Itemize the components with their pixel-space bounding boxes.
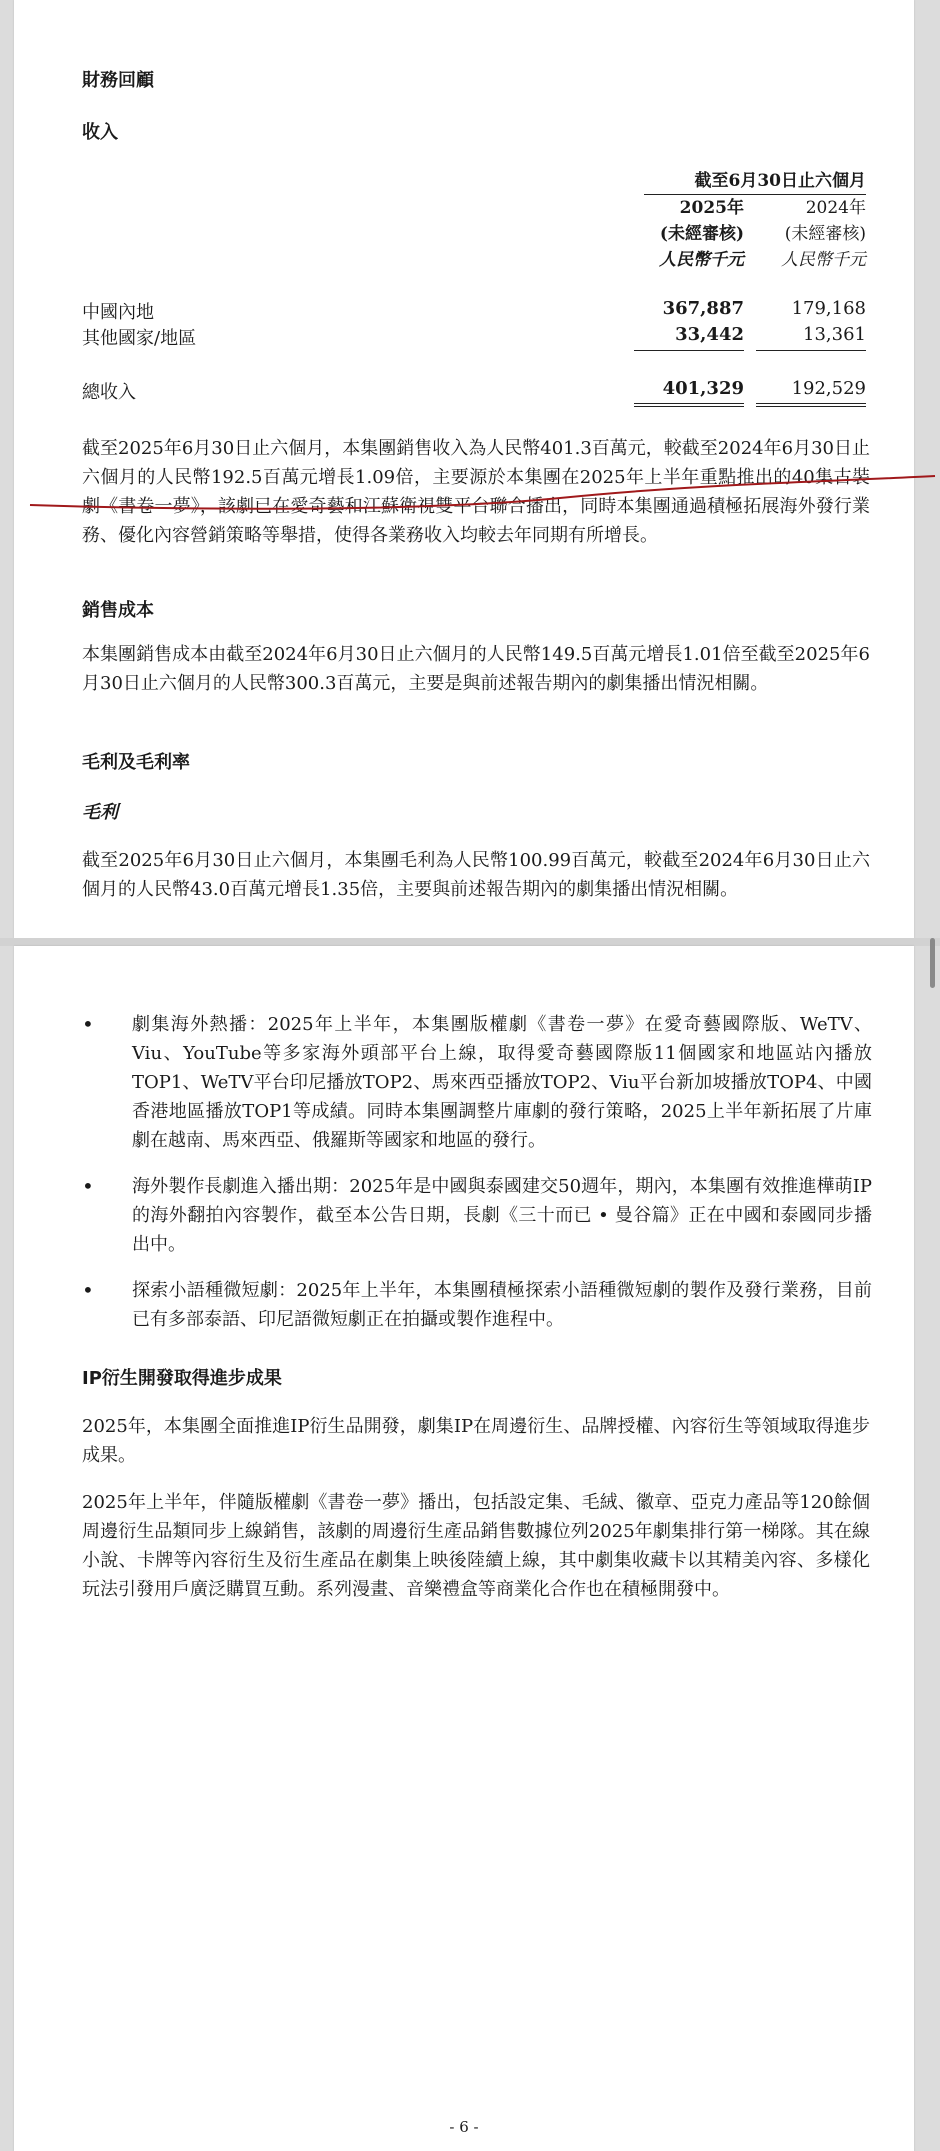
page-number: - 6 - <box>449 2118 479 2136</box>
period-header: 截至6月30日止六個月 <box>694 171 866 191</box>
col-2024-year: 2024年 <box>805 198 866 218</box>
value-mainland-2025: 367,887 <box>662 298 744 319</box>
col-2024-audit: (未經審核) <box>784 224 866 244</box>
cost-title: 銷售成本 <box>82 600 154 621</box>
value-other-2024: 13,361 <box>803 324 866 345</box>
row-label-mainland: 中國內地 <box>82 302 154 323</box>
revenue-title: 收入 <box>82 122 118 143</box>
gross-title: 毛利及毛利率 <box>82 752 190 773</box>
col-2025-audit: (未經審核) <box>659 224 744 244</box>
cost-paragraph: 本集團銷售成本由截至2024年6月30日止六個月的人民幣149.5百萬元增長1.01倍至截至2025年6月30日止六個月的人民幣300.3百萬元，主要是與前述報告期內的劇集播出情況相關。 <box>82 644 870 694</box>
bullet-marker: • <box>82 1278 94 1302</box>
ip-paragraph-1: 2025年，本集團全面推進IP衍生品開發，劇集IP在周邊衍生、品牌授權、內容衍生等領域取得進步成果。 <box>82 1416 870 1466</box>
bullet-overseas-hits: 劇集海外熱播：2025年上半年，本集團版權劇《書卷一夢》在愛奇藝國際版、WeTV、Viu、YouTube等多家海外頭部平台上線，取得愛奇藝國際版11個國家和地區站內播放TOP1、WeTV平台印尼播放TOP2、馬來西亞播放TOP2、Viu平台新加坡播放TOP4、中國香港地區播放TOP1等成績。同時本集團調整片庫劇的發行策略，2025上半年新拓展了片庫劇在越南、馬來西亞、俄羅斯等國家和地區的發行。 <box>132 1014 872 1151</box>
gross-paragraph: 截至2025年6月30日止六個月，本集團毛利為人民幣100.99百萬元，較截至2024年6月30日止六個月的人民幣43.0百萬元增長1.35倍，主要與前述報告期內的劇集播出情況相關。 <box>82 850 870 900</box>
value-other-2025: 33,442 <box>675 324 744 345</box>
section-title: 財務回顧 <box>82 70 154 91</box>
bullet-micro-drama: 探索小語種微短劇：2025年上半年，本集團積極探索小語種微短劇的製作及發行業務，目前已有多部泰語、印尼語微短劇正在拍攝或製作進程中。 <box>132 1280 872 1330</box>
value-mainland-2024: 179,168 <box>791 298 866 319</box>
ip-paragraph-2: 2025年上半年，伴隨版權劇《書卷一夢》播出，包括設定集、毛絨、徽章、亞克力產品等120餘個周邊衍生品類同步上線銷售，該劇的周邊衍生產品銷售數據位列2025年劇集排行第一梯隊。其在線小說、卡牌等內容衍生及衍生產品在劇集上映後陸續上線，其中劇集收藏卡以其精美內容、多樣化玩法引發用戶廣泛購買互動。系列漫畫、音樂禮盒等商業化合作也在積極開發中。 <box>82 1492 870 1600</box>
row-label-total: 總收入 <box>82 382 136 403</box>
col-2025-year: 2025年 <box>679 198 744 218</box>
page-separator <box>0 938 940 946</box>
value-total-2024: 192,529 <box>791 378 866 399</box>
bullet-marker: • <box>82 1012 94 1036</box>
scrollbar-thumb[interactable] <box>930 938 935 988</box>
revenue-paragraph: 截至2025年6月30日止六個月，本集團銷售收入為人民幣401.3百萬元，較截至2024年6月30日止六個月的人民幣192.5百萬元增長1.09倍，主要源於本集團在2025年上半年重點推出的40集古裝劇《書卷一夢》，該劇已在愛奇藝和江蘇衛視雙平台聯合播出，同時本集團通過積極拓展海外發行業務、優化內容營銷策略等舉措，使得各業務收入均較去年同期有所增長。 <box>82 438 870 546</box>
col-2024-unit: 人民幣千元 <box>781 250 866 270</box>
bullet-overseas-production: 海外製作長劇進入播出期：2025年是中國與泰國建交50週年，期內，本集團有效推進樺萌IP的海外翻拍內容製作，截至本公告日期，長劇《三十而已 • 曼谷篇》正在中國和泰國同步播出中。 <box>132 1176 872 1255</box>
report-page-1 <box>14 0 914 938</box>
value-total-2025: 401,329 <box>662 378 744 399</box>
gross-subtitle: 毛利 <box>82 802 118 823</box>
bullet-marker: • <box>82 1174 94 1198</box>
row-label-other: 其他國家/地區 <box>82 328 197 349</box>
report-page-2 <box>14 946 914 2151</box>
ip-title: IP衍生開發取得進步成果 <box>82 1368 282 1389</box>
col-2025-unit: 人民幣千元 <box>659 250 744 270</box>
